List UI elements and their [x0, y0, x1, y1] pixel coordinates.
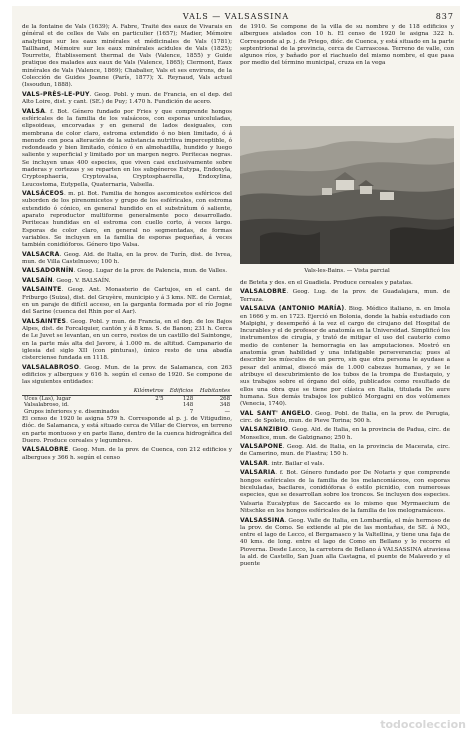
- entry-text: Valsaria Eucalyptus de Saccardo es lo mismo que Myrmaecium de Nitschke en los hongos esféricales de la familia de los melogramáceos.: [240, 500, 450, 515]
- population-table: [22, 388, 232, 416]
- entry-text: VALSÁCEOS. m. pl. Bot. Familia de hongos ascomicetos esféricos del suborden de los pirenomicetos y grupo de los esféricales, con estroma extendido ó cónico, en general hundido en el substrátum ó saliente, aparato reproductor multiforme generalmente poco desarrollado. Peritecas hundidas en el estroma con cuello corto, á veces largo. Esporas de color claro, en general no segmentadas, de formas variables. Se incluyen en la familia de esporas pequeñas, á veces también conidióforos. Género tipo Valsa.: [22, 190, 232, 249]
- entry-text: VALSASSINA. Geog. Valle de Italia, en Lombardía, el más hermoso de la prov. de Como. Se extiende al pie de las montañas, de SE. á NO., entre el lago de Lecco, el Bergamasco y la Valtellina, y tiene una faja de 40 kms. de long. entre el lago de Como en Bellano y lo recorre el Pioverna. Desde Lecco, la carretera de Bellano á VALSASSINA atraviesa la ald. de Castello, San Juan alla Castagna, el puente de Malavedo y el puente: [240, 516, 450, 568]
- entry-text: VALSALABROSO. Geog. Mun. de la prov. de Salamanca, con 263 edificios y albergues y 616 h. según el censo de 1920. Se compone de las siguientes entidades:: [22, 363, 232, 386]
- entry-text: VALS-PRÈS-LE-PUY. Geog. Pobl. y mun. de Francia, en el dep. del Alto Loire, dist. y cant. (SE.) de Puy; 1.470 h. Fundición de acero.: [22, 90, 232, 106]
- headword: VALSÁCEOS: [22, 190, 65, 198]
- entry-text: VALSALOBRE. Geog. Lug. de la prov. de Guadalajara, mun. de Terraza.: [240, 288, 450, 303]
- headword: VALSALOBRE: [240, 288, 287, 296]
- footer-strip: [0, 716, 476, 733]
- entry-text: VALSAÍN. Geog. V. BALSAÍN.: [22, 276, 111, 284]
- table-row: [22, 402, 232, 409]
- headword: VALS-PRÈS-LE-PUY: [22, 90, 90, 98]
- headword: VALSANZIBIO: [240, 426, 289, 434]
- headword: VALSAINTE: [22, 286, 62, 294]
- photo-caption: Vals-les-Bains. — Vista parcial: [304, 268, 390, 274]
- right-column-top: [240, 24, 454, 126]
- headword: VALSACRA: [22, 250, 60, 258]
- left-column: [22, 24, 232, 694]
- table-cell: Grupos inferiores y e. diseminados: [24, 409, 120, 416]
- entry-text: de 1910. Se compone de la villa de su nombre y de 118 edificios y albergues aislados con 10 h. El censo de 1920 le asigna 322 h. Corresponde al p. j. de Priego, dióc. de Cuenca, y está situado en la parte septentrional de la provincia, cerca de Carrascosa. Terreno de valle, con algunos ríos, y bañado por el riachuelo del mismo nombre, el que pasa por medio del término municipal, cruza en la vega: [240, 24, 454, 67]
- entry-text: VALSANZIBIO. Geog. Ald. de Italia, en la provincia de Padua, circ. de Monselice, mun. de Galzignano; 250 h.: [240, 426, 450, 441]
- entry-text: de la fontaine de Vals (1639); A. Fabre, Traité des eaux de Vivarais en général et de celles de Vals en particulier (1657); Madier, Mémoire analytique sur les eaux minérales et médicinales de Vals (1781); Taillhand, Mémoire sur les eaux minérales acidules de Vals (1825); Tourrette, Établissement thermal de Vals (Valence, 1855) y Guide pratique des malades aux eaux de Vals (Valence, 1865); Clermont, Eaux minérales de Vals (Valence, 1869); Chabalier, Vals et ses environs, de la Colección de Guides Joanne (París, 1877); X. Reynaud, Vals actuel (Issoudun, 1888).: [22, 24, 232, 89]
- headword: VALSAÍN: [22, 276, 53, 284]
- table-header: Kilómetros: [129, 388, 165, 395]
- right-column-bottom: [240, 280, 450, 704]
- headword: VALSAPONE: [240, 443, 283, 451]
- headword: VALSADORNÍN: [22, 267, 74, 275]
- table-row: [22, 409, 232, 416]
- entry-text: VALSADORNÍN. Geog. Lugar de la prov. de Palencia, mun. de Valles.: [22, 267, 228, 275]
- landscape-photo: [240, 126, 454, 264]
- table-cell: 7: [189, 409, 194, 416]
- headword: VAL SANT' ANGELO: [240, 409, 311, 417]
- table-cell: 348: [219, 402, 230, 409]
- watermark: todocoleccion: [380, 718, 466, 731]
- headword: VALSA: [22, 107, 46, 115]
- entry-text: VALSALVA (ANTONIO MARÍA). Biog. Médico italiano, n. en Imola en 1666 y m. en 1723. Ejerció en Bolonia, donde la había estudiado con Malpighi, y desempeñó á la vez el cargo de cirujano del Hospital de Incurables y el de profesor de anatomía en la Universidad. Simplificó los instrumentos de cirugía, y trató de mitigar el uso del cauterio como medio de contener la hemorragia en las amputaciones. Mostró en anatomía gran habilidad y una infatigable perseverancia; pues al describir los músculos de un perro, sin que otra persona le ayudase a pesar del animal, disecó más de 1.000 cabezas humanas, y se le atribuye el descubrimiento de los tubos de la trompa de Eustaquio, y sus trabajos sobre el órgano del oído, publicados como resultado de ellos una obra que se tiene por clásica en Italia, titulada De aure humana. Sus demás trabajos los publicó Morgagni en dos volúmenes (Venecia, 1740).: [240, 305, 450, 408]
- entry-text: VAL SANT' ANGELO. Geog. Pobl. de Italia, en la prov. de Perugia, circ. de Spoleto, mun. de Pieve Torina; 500 h.: [240, 409, 450, 424]
- table-header-row: [22, 388, 232, 395]
- entry-text: El censo de 1920 le asigna 579 h. Corresponde al p. j. de Vitigudino, dióc. de Salamanca, y está situado cerca de Villar de Ciervos, en terreno en parte montuoso y en parte llano, dentro de la cuenca hidrográfica del Duero. Produce cereales y legumbres.: [22, 416, 232, 444]
- table-cell: [129, 409, 165, 416]
- headword: VALSASSINA: [240, 516, 285, 524]
- table-cell: 268: [219, 395, 230, 402]
- headword: VALSAINTES: [22, 317, 67, 325]
- book-page: [12, 6, 460, 714]
- table-cell: [129, 402, 165, 409]
- entry-text: VALSAINTES. Geog. Pobl. y mun. de Francia, en el dep. de los Bajos Alpes, dist. de Forcalquier, cantón y á 8 kms. S. de Banon; 231 h. Cerca de Le Juvet se levantan, en un cerro, restos de un castillo del Saintonge, en la parte más alta del Javore, á 1.000 m. de altitud. Campanario de iglesia del siglo XII (con pinturas), único resto de una abadía cisterciense fundada en 1118.: [22, 317, 232, 362]
- table-cell: —: [224, 409, 230, 416]
- table-cell: 148: [182, 402, 194, 409]
- page-header: [12, 12, 460, 24]
- entry-text: de Beteta y des. en el Guadiela. Produce cereales y patatas.: [240, 280, 413, 286]
- table-header: Edificios: [166, 388, 196, 395]
- entry-text: VALSAPONE. Geog. Ald. de Italia, en la provincia de Macerata, circ. de Camerino, mun. de Fiastra; 150 h.: [240, 443, 450, 458]
- photo-illustration: [240, 126, 454, 264]
- table-cell: 2'5: [155, 395, 164, 402]
- table-header: [22, 388, 129, 395]
- entry-text: VALSACRA. Geog. Ald. de Italia, en la prov. de Turín, dist. de Ivrea, mun. de Villa Castelnuovo; 100 h.: [22, 250, 232, 265]
- table-cell: 128: [182, 395, 194, 402]
- headword: VALSALVA (ANTONIO MARÍA): [240, 305, 345, 313]
- entry-text: VALSARIA. f. Bot. Género fundado por De Notaris y que comprende hongos esféricales de la familia de los melanconiáceos, con esporas biceluladas, bacilares, conidióforas ó estilo picnidio, con numerosas especies, que se desarrollan sobre los troncos. Se incluyen dos especies.: [240, 469, 450, 499]
- entry-text: VALSALOBRE. Geog. Mun. de la prov. de Cuenca, con 212 edificios y albergues y 366 h. según el censo: [22, 446, 232, 461]
- entry-text: VALSAR. intr. Bailar el vals.: [240, 459, 325, 467]
- table-cell: Valsalabroso, id.: [24, 402, 69, 409]
- running-title: VALS — VALSASSINA: [182, 12, 290, 21]
- entry-text: VALSA. f. Bot. Género fundado por Fries y que comprende hongos esféricales de la familia de los valsáceos, con esporas uniceluladas, elipsoideas, encorvadas y en general de lados desiguales, con membrana de color claro, estroma extendido ó no bien limitado, ó á menudo con poca alteración de la substancia nutritiva imperceptible, ó redondeado y bien limitado, cónico ó en almohadilla, hundido y luego saliente y superficial y limitado por un margen negro. Peritecas negras. Se incluyen unas 400 especies, que viven casi exclusivamente sobre maderas y cortezas y se reparten en los subgéneros Eutypa, Endoxyla, Cryptosphaeria, Cryptovalsa, Cryptosphaerella, Endoxylina, Leucostoma, Eutypella, Quaternaria, Valsella.: [22, 107, 232, 188]
- entry-text: VALSAINTE. Geog. Ant. Monasterio de Cartujos, en el cant. de Friburgo (Suiza), dist. del Gruyère, municipio y á 3 kms. NE. de Cerniat, en un paraje de difícil acceso, en la garganta formada por el río Jogne del Sarine (cuenca del Rhin por el Aar).: [22, 286, 232, 316]
- table-header: Habitantes: [195, 388, 232, 395]
- headword: VALSAR: [240, 459, 268, 467]
- page-number: 837: [435, 12, 454, 21]
- headword: VALSALOBRE: [22, 446, 69, 454]
- headword: VALSALABROSO: [22, 363, 80, 371]
- headword: VALSARIA: [240, 469, 276, 477]
- table-row: [22, 395, 232, 402]
- table-cell: Uces (Las), lugar: [24, 395, 71, 402]
